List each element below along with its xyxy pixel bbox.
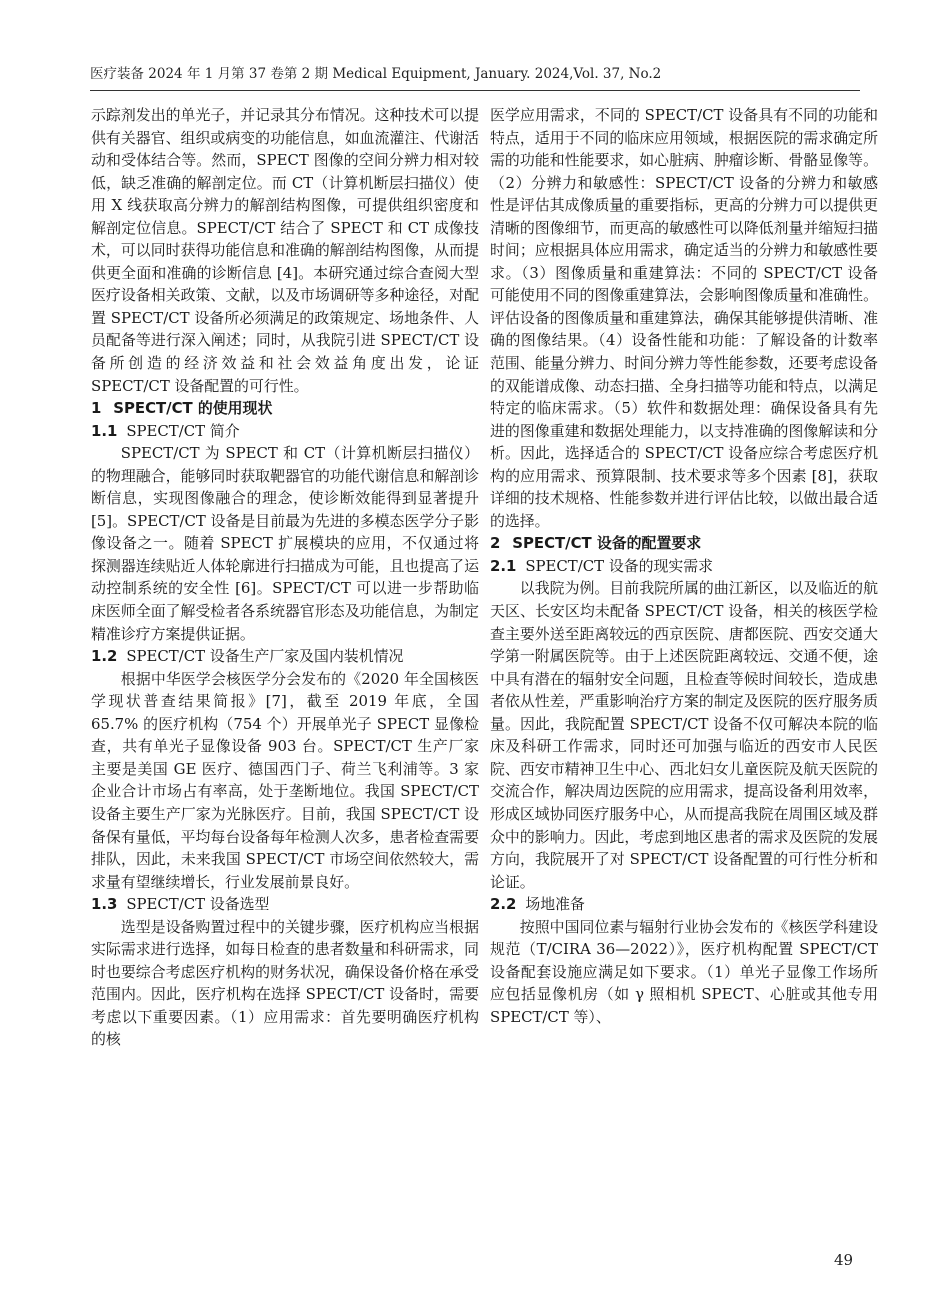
section-number: 2 bbox=[490, 534, 501, 553]
subsection-number: 2.2 bbox=[490, 895, 517, 914]
subsection-title: SPECT/CT 设备选型 bbox=[126, 895, 270, 914]
paragraph-1-3: 选型是设备购置过程中的关键步骤，医疗机构应当根据实际需求进行选择，如每日检查的患者数量和科研需求，同时也要综合考虑医疗机构的财务状况，确保设备价格在承受范围内。因此，医疗机构在选择 SPECT/CT 设备时，需要考虑以下重要因素。（1）应用需求：首先要明确医疗机构的核 bbox=[91, 917, 479, 1049]
subsection-title: SPECT/CT 设备生产厂家及国内装机情况 bbox=[126, 647, 404, 666]
page-number: 49 bbox=[834, 1251, 854, 1269]
section-number: 1 bbox=[91, 399, 102, 418]
paragraph-1-2: 根据中华医学会核医学分会发布的《2020 年全国核医学现状普查结果简报》[7]，截至 2019 年底，全国 65.7% 的医疗机构（754 个）开展单光子 SPECT 显像检查，共有单光子显像设备 903 台。SPECT/CT 生产厂家主要是美国 GE 医疗、德国西门子、荷兰飞利浦等。3 家企业合计市场占有率高，处于垄断地位。我国 SPECT/CT 设备主要生产厂家为光脉医疗。目前，我国 SPECT/CT 设备保有量低，平均每台设备每年检测人次多，患者检查需要排队，因此，未来我国 SPECT/CT 市场空间依然较大，需求量有望继续增长，行业发展前景良好。 bbox=[91, 669, 479, 891]
paragraph-intro-continued: 示踪剂发出的单光子，并记录其分布情况。这种技术可以提供有关器官、组织或病变的功能信息，如血流灌注、代谢活动和受体结合等。然而，SPECT 图像的空间分辨力相对较低，缺乏准确的解剖定位。而 CT（计算机断层扫描仪）使用 X 线获取高分辨力的解剖结构图像，可提供组织密度和解剖定位信息。SPECT/CT 结合了 SPECT 和 CT 成像技术，可以同时获得功能信息和准确的解剖结构图像，从而提供更全面和准确的诊断信息 [4]。本研究通过综合查阅大型医疗设备相关政策、文献，以及市场调研等多种途径，对配置 SPECT/CT 设备所必须满足的政策规定、场地条件、人员配备等进行深入阐述；同时，从我院引进 SPECT/CT 设备所创造的经济效益和社会效益角度出发，论证 SPECT/CT 设备配置的可行性。 bbox=[91, 106, 479, 395]
subsection-number: 1.3 bbox=[91, 895, 118, 914]
subsection-title: SPECT/CT 简介 bbox=[126, 421, 240, 440]
subsection-heading-2-1 bbox=[490, 555, 878, 578]
subsection-heading-1-2 bbox=[91, 645, 479, 668]
section-heading-1 bbox=[91, 397, 479, 420]
right-column bbox=[490, 104, 878, 1028]
paragraph-2-1: 以我院为例。目前我院所属的曲江新区，以及临近的航天区、长安区均未配备 SPECT/CT 设备，相关的核医学检查主要外送至距离较远的西京医院、唐都医院、西安交通大学第一附属医院等。由于上述医院距离较远、交通不便，途中具有潜在的辐射安全问题，且检查等候时间较长，造成患者依从性差，严重影响治疗方案的制定及医院的医疗服务质量。因此，我院配置 SPECT/CT 设备不仅可解决本院的临床及科研工作需求，同时还可加强与临近的西安市人民医院、西安市精神卫生中心、西北妇女儿童医院及航天医院的交流合作，解决周边医院的应用需求，提高设备利用效率，形成区域协同医疗服务中心，从而提高我院在周围区域及群众中的影响力。因此，考虑到地区患者的需求及医院的发展方向，我院展开了对 SPECT/CT 设备配置的可行性分析和论证。 bbox=[490, 579, 878, 891]
subsection-heading-1-3 bbox=[91, 893, 479, 916]
section-title: SPECT/CT 设备的配置要求 bbox=[512, 534, 702, 553]
subsection-title: 场地准备 bbox=[525, 895, 585, 914]
paragraph-2-2: 按照中国同位素与辐射行业协会发布的《核医学科建设规范（T/CIRA 36—2022）》，医疗机构配置 SPECT/CT 设备配套设施应满足如下要求。（1）单光子显像工作场所应包括显像机房（如 γ 照相机 SPECT、心脏或其他专用 SPECT/CT 等）、 bbox=[490, 917, 878, 1026]
subsection-heading-2-2 bbox=[490, 893, 878, 916]
subsection-number: 2.1 bbox=[490, 556, 517, 575]
subsection-heading-1-1 bbox=[91, 420, 479, 443]
section-heading-2 bbox=[490, 532, 878, 555]
paragraph-1-1: SPECT/CT 为 SPECT 和 CT（计算机断层扫描仪）的物理融合，能够同时获取靶器官的功能代谢信息和解剖诊断信息，实现图像融合的理念，使诊断效能得到显著提升 [5]。SPECT/CT 设备是目前最为先进的多模态医学分子影像设备之一。随着 SPECT 扩展模块的应用，不仅通过将探测器连续贴近人体轮廓进行扫描成为可能，且也提高了运动控制系统的安全性 [6]。SPECT/CT 可以进一步帮助临床医师全面了解受检者各系统器官形态及功能信息，为制定精准诊疗方案提供证据。 bbox=[91, 444, 479, 643]
subsection-number: 1.2 bbox=[91, 647, 118, 666]
subsection-title: SPECT/CT 设备的现实需求 bbox=[525, 556, 714, 575]
left-column bbox=[91, 104, 479, 1051]
section-title: SPECT/CT 的使用现状 bbox=[113, 399, 273, 418]
subsection-number: 1.1 bbox=[91, 421, 118, 440]
running-header: 医疗装备 2024 年 1 月第 37 卷第 2 期 Medical Equipment, January. 2024,Vol. 37, No.2 bbox=[90, 66, 662, 82]
paragraph-1-3-continued: 医学应用需求，不同的 SPECT/CT 设备具有不同的功能和特点，适用于不同的临床应用领域，根据医院的需求确定所需的功能和性能要求，如心脏病、肿瘤诊断、骨骼显像等。（2）分辨力和敏感性：SPECT/CT 设备的分辨力和敏感性是评估其成像质量的重要指标，更高的分辨力可以提供更清晰的图像细节，而更高的敏感性可以降低剂量并缩短扫描时间；应根据具体应用需求，确定适当的分辨力和敏感性要求。（3）图像质量和重建算法：不同的 SPECT/CT 设备可能使用不同的图像重建算法，会影响图像质量和准确性。评估设备的图像质量和重建算法，确保其能够提供清晰、准确的图像结果。（4）设备性能和功能：了解设备的计数率范围、能量分辨力、时间分辨力等性能参数，还要考虑设备的双能谱成像、动态扫描、全身扫描等功能和特点，以满足特定的临床需求。（5）软件和数据处理：确保设备具有先进的图像重建和数据处理能力，以支持准确的图像解读和分析。因此，选择适合的 SPECT/CT 设备应综合考虑医疗机构的应用需求、预算限制、技术要求等多个因素 [8]，获取详细的技术规格、性能参数并进行评估比较，以做出最合适的选择。 bbox=[490, 106, 878, 530]
header-rule bbox=[90, 90, 860, 91]
